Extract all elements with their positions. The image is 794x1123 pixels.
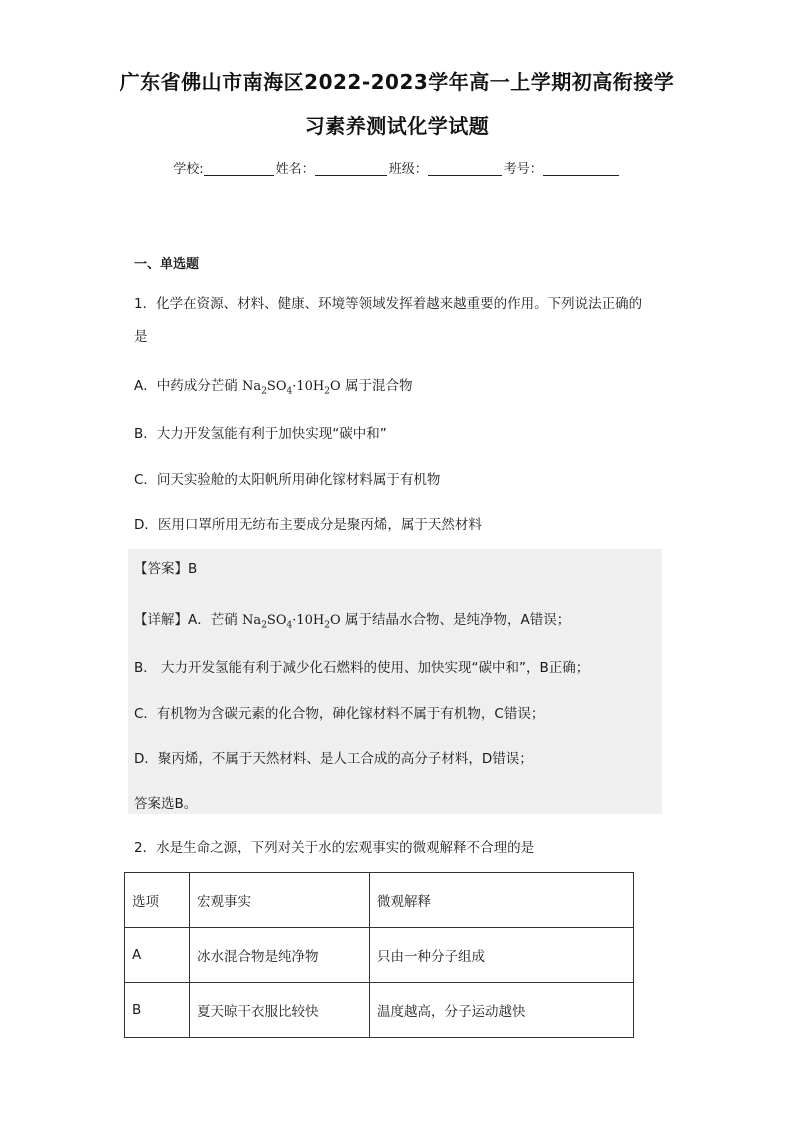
section-title: 一、单选题 (134, 257, 200, 272)
answer-line: 【答案】B (134, 561, 198, 577)
question-1-stem-line1: 1．化学在资源、材料、健康、环境等领域发挥着越来越重要的作用。下列说法正确的 (134, 296, 643, 312)
table-cell: A (125, 928, 190, 983)
class-blank[interactable] (428, 161, 502, 176)
question-2-stem: 2．水是生命之源，下列对关于水的宏观事实的微观解释不合理的是 (134, 840, 535, 856)
exam-no-label: 考号： (503, 162, 543, 177)
chemical-formula: $Na_2SO_4\cdot 10H_2O$ (242, 379, 341, 397)
name-label: 姓名： (275, 162, 315, 177)
table-header-cell: 微观解释 (370, 873, 634, 928)
exam-no-blank[interactable] (543, 161, 619, 176)
option-a-suffix: 属于混合物 (344, 378, 413, 394)
table-row (125, 928, 634, 983)
detail-line-d: D．聚丙烯，不属于天然材料、是人工合成的高分子材料，D错误； (134, 751, 533, 767)
question-1-option-b: B．大力开发氢能有利于加快实现“碳中和” (134, 426, 387, 442)
table-cell: 只由一种分子组成 (370, 928, 634, 983)
table-header-cell: 宏观事实 (190, 873, 370, 928)
table-cell: 冰水混合物是纯净物 (190, 928, 370, 983)
school-blank[interactable] (204, 161, 274, 176)
answer-box (128, 549, 662, 814)
school-label: 学校: (173, 162, 204, 177)
table-cell: 温度越高，分子运动越快 (370, 983, 634, 1038)
table-cell: B (125, 983, 190, 1038)
question-1-option-a (134, 374, 412, 397)
class-label: 班级： (388, 162, 428, 177)
student-info-row (0, 158, 794, 177)
question-1-stem-line2: 是 (134, 329, 148, 345)
table-cell: 夏天晾干衣服比较快 (190, 983, 370, 1038)
detail-a-suffix: 属于结晶水合物、是纯净物，A错误； (344, 612, 571, 628)
detail-a-prefix: 【详解】A．芒硝 (134, 612, 238, 628)
exam-title-line2: 习素养测试化学试题 (304, 114, 490, 138)
final-answer: 答案选B。 (134, 796, 198, 812)
question-1-option-d: D．医用口罩所用无纺布主要成分是聚丙烯，属于天然材料 (134, 517, 482, 533)
table-row (125, 983, 634, 1038)
detail-line-b: B． 大力开发氢能有利于减少化石燃料的使用、加快实现“碳中和”，B正确； (134, 660, 590, 676)
chemical-formula: $Na_2SO_4\cdot 10H_2O$ (242, 613, 341, 631)
table-header-row (125, 873, 634, 928)
question-1-option-c: C．问天实验舱的太阳帆所用砷化镓材料属于有机物 (134, 472, 441, 488)
question-2-table (124, 872, 634, 1038)
exam-title-line1: 广东省佛山市南海区2022-2023学年高一上学期初高衔接学 (119, 70, 675, 94)
detail-line-a (134, 608, 570, 631)
name-blank[interactable] (315, 161, 387, 176)
detail-line-c: C．有机物为含碳元素的化合物，砷化镓材料不属于有机物，C错误； (134, 706, 545, 722)
table-header-cell: 选项 (125, 873, 190, 928)
option-a-prefix: A．中药成分芒硝 (134, 378, 238, 394)
